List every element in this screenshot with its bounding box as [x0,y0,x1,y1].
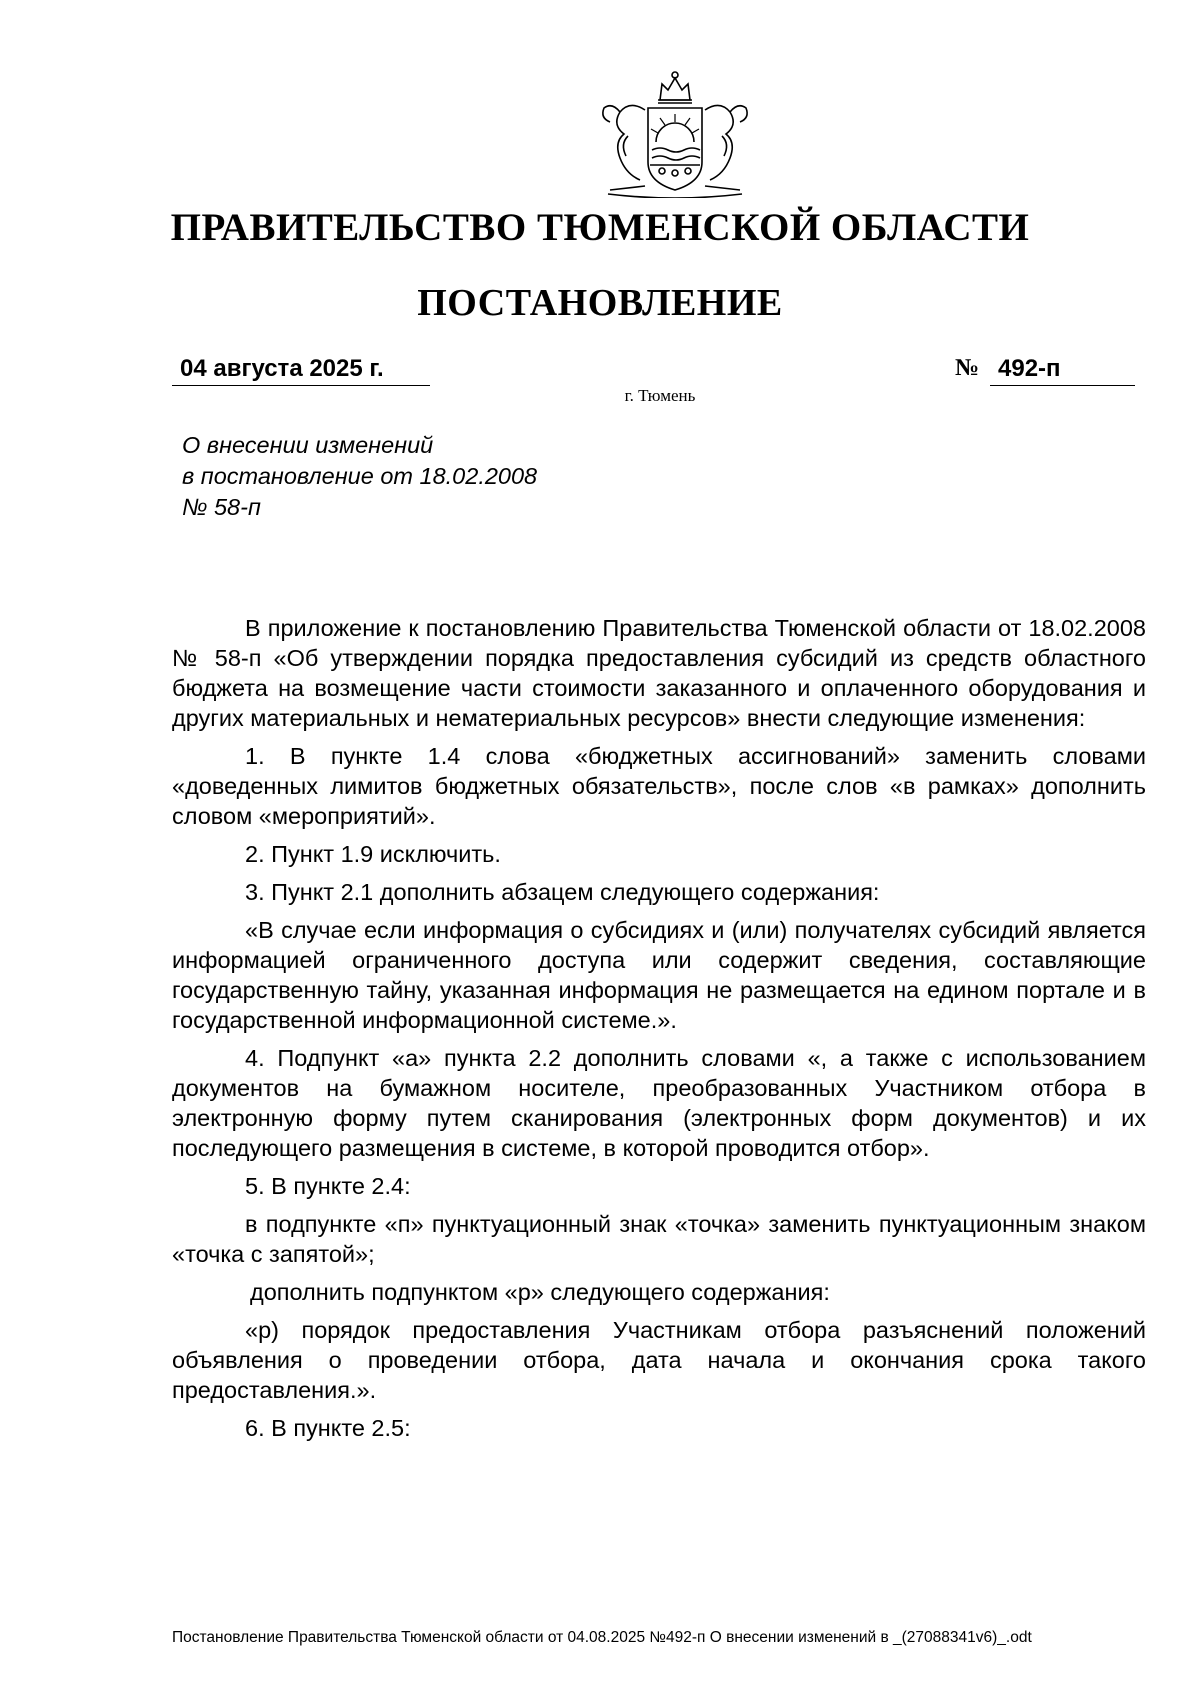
body-paragraph: 2. Пункт 1.9 исключить. [245,841,501,867]
body-paragraph: дополнить подпунктом «р» следующего содержания: [250,1279,830,1305]
body-paragraph: в подпункте «п» пунктуационный знак «точка» заменить пунктуационным знаком «точка с запятой»; [172,1211,1146,1267]
body-paragraph: 5. В пункте 2.4: [245,1173,411,1199]
document-subject [182,430,537,523]
organization-title: ПРАВИТЕЛЬСТВО ТЮМЕНСКОЙ ОБЛАСТИ [170,206,1030,249]
city-label: г. Тюмень [624,386,696,405]
subject-line: в постановление от 18.02.2008 [182,463,538,489]
coat-of-arms-icon [590,70,760,198]
page-footer: Постановление Правительства Тюменской области от 04.08.2025 №492-п О внесении изменений в _(27088341v6)_.odt [172,1629,1032,1646]
document-date: 04 августа 2025 г. [180,355,384,382]
document-type: ПОСТАНОВЛЕНИЕ [417,282,783,324]
subject-line: № 58-п [182,494,261,520]
document-body [172,613,1146,1451]
body-paragraph: 3. Пункт 2.1 дополнить абзацем следующего содержания: [245,879,880,905]
document-number: 492-п [998,355,1061,382]
number-field [990,355,1135,386]
body-paragraph: «р) порядок предоставления Участникам отбора разъяснений положений объявления о проведении отбора, дата начала и окончания срока такого предоставления.». [172,1317,1146,1403]
body-paragraph: 6. В пункте 2.5: [245,1415,411,1441]
date-field [172,355,430,386]
body-paragraph: 4. Подпункт «а» пункта 2.2 дополнить словами «, а также с использованием документов на бумажном носителе, преобразованных Участником отбора в электронную форму путем сканирования (электронных форм документов) и их последующего размещения в системе, в которой проводится отбор». [172,1045,1146,1161]
body-paragraph: «В случае если информация о субсидиях и (или) получателях субсидий является информацией ограниченного доступа или содержит сведения, составляющие государственную тайну, указанная информация не размещается на едином портале и в государственной информационной системе.». [172,917,1146,1033]
number-sign: № [955,355,980,381]
body-paragraph: 1. В пункте 1.4 слова «бюджетных ассигнований» заменить словами «доведенных лимитов бюджетных обязательств», после слов «в рамках» дополнить словом «мероприятий». [172,743,1146,829]
body-paragraph: В приложение к постановлению Правительства Тюменской области от 18.02.2008 № 58-п «Об утверждении порядка предоставления субсидий из средств областного бюджета на возмещение части стоимости заказанного и оплаченного оборудования и других материальных и нематериальных ресурсов» внести следующие изменения: [172,615,1146,731]
subject-line: О внесении изменений [182,432,434,458]
